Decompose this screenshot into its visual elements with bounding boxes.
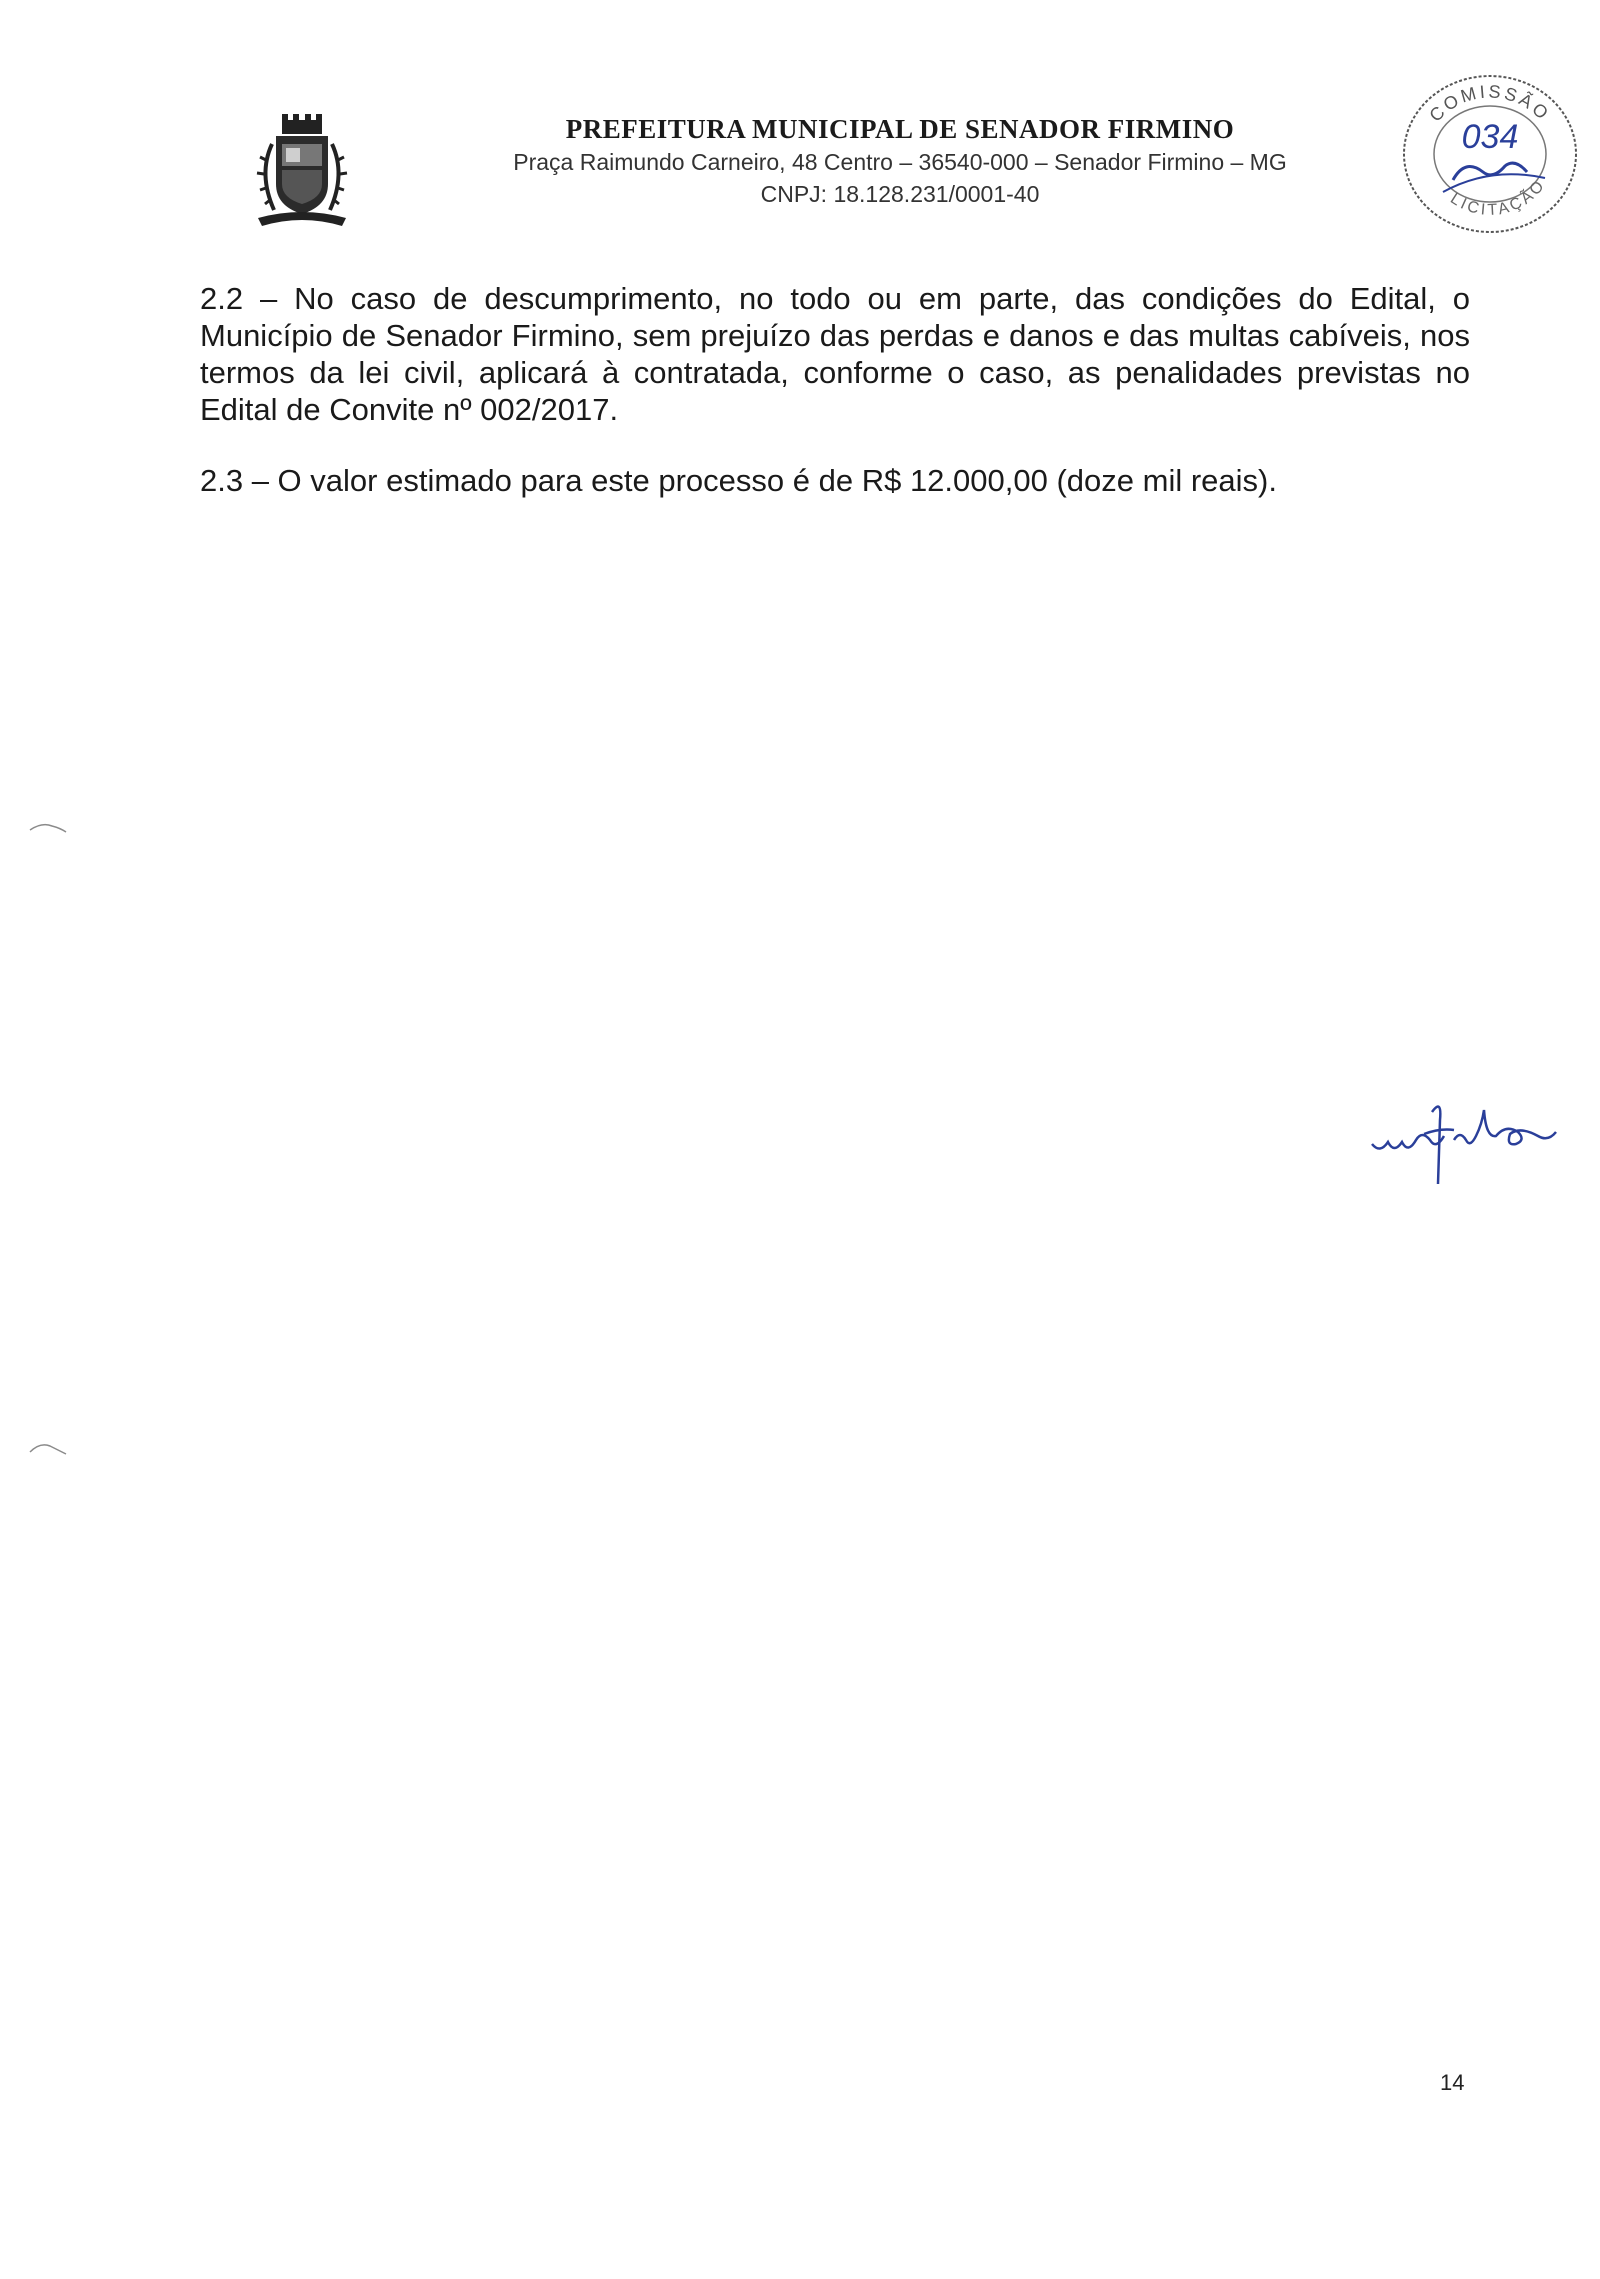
handwritten-signature-icon xyxy=(1370,1080,1560,1190)
organization-name: PREFEITURA MUNICIPAL DE SENADOR FIRMINO xyxy=(565,114,1235,144)
organization-address: Praça Raimundo Carneiro, 48 Centro – 36540-000 – Senador Firmino – MG xyxy=(513,149,1287,175)
stamp-number: 034 xyxy=(1461,118,1519,156)
stamp-top-text: COMISSÃO xyxy=(1425,81,1555,126)
commission-stamp-icon xyxy=(1395,62,1585,237)
municipal-coat-of-arms-icon xyxy=(252,114,352,234)
document-body xyxy=(200,280,1470,533)
margin-mark xyxy=(28,1440,68,1456)
clause-2-3: 2.3 – O valor estimado para este processo é de R$ 12.000,00 (doze mil reais). xyxy=(200,463,1277,498)
margin-mark xyxy=(28,820,68,834)
organization-cnpj: CNPJ: 18.128.231/0001-40 xyxy=(760,181,1040,207)
letterhead xyxy=(420,112,1380,210)
clause-2-2: 2.2 – No caso de descumprimento, no todo ou em parte, das condições do Edital, o Município de Senador Firmino, sem prejuízo das perdas e danos e das multas cabíveis, nos termos da lei civil, aplicará à contratada, conforme o caso, as penalidades previstas no Edital de Convite nº 002/2017. xyxy=(200,281,1470,427)
stamp-bottom-text: LICITAÇÃO xyxy=(1447,175,1550,220)
page-number: 14 xyxy=(1440,2070,1465,2095)
